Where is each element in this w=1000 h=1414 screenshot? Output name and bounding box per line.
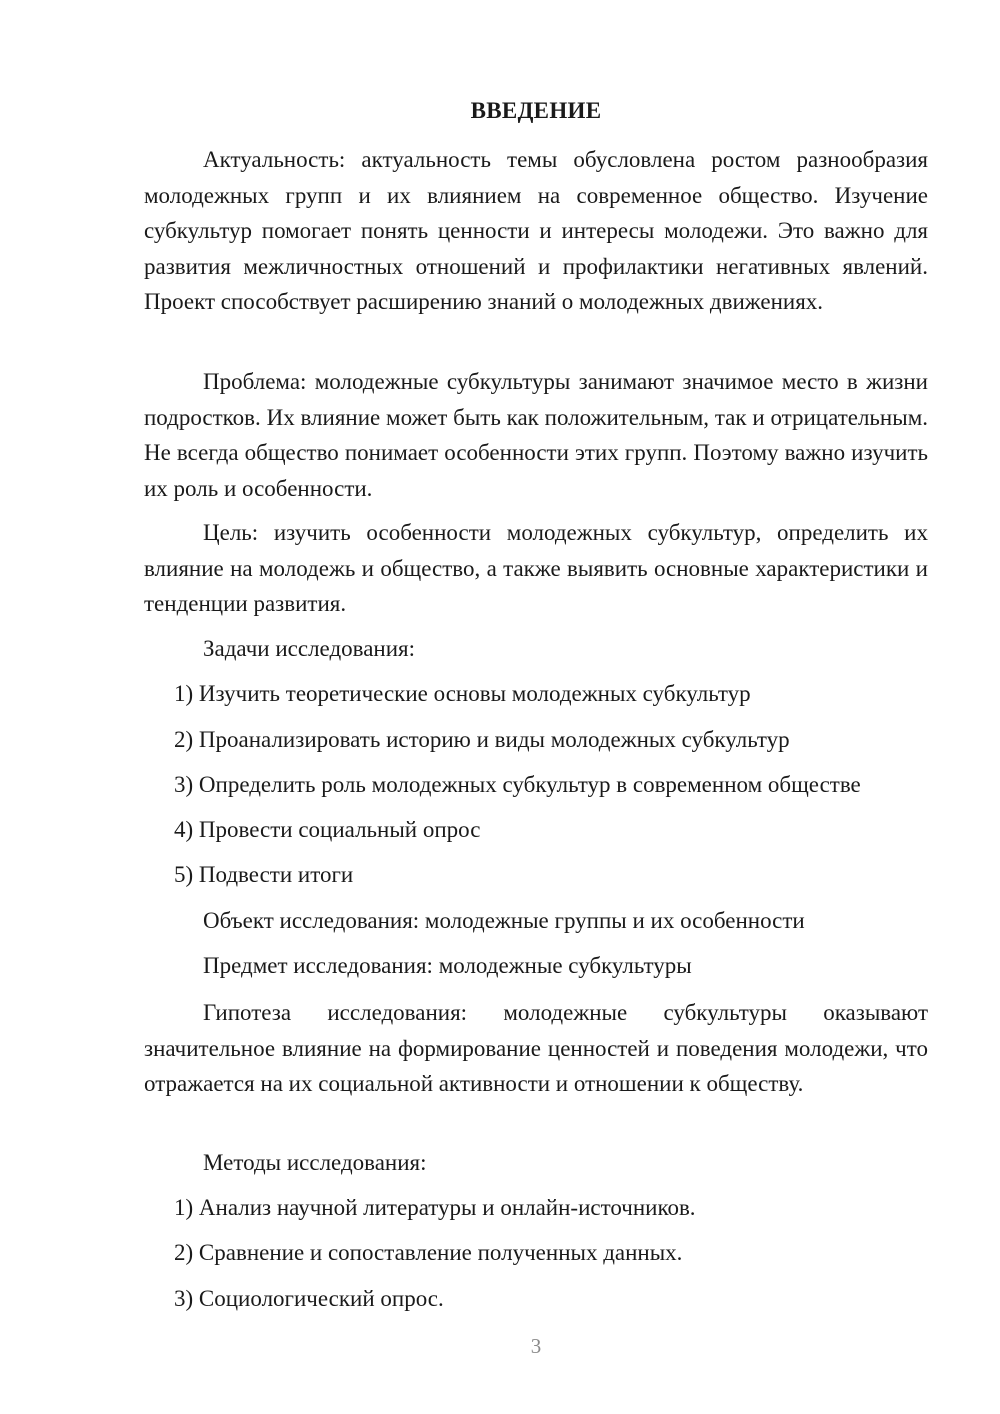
method-item: 2) Сравнение и сопоставление полученных данных. — [174, 1240, 683, 1265]
research-subject: Предмет исследования: молодежные субкультуры — [203, 953, 692, 978]
methods-heading: Методы исследования: — [203, 1150, 427, 1175]
task-item: 5) Подвести итоги — [174, 862, 354, 887]
hypothesis-paragraph: Гипотеза исследования: молодежные субкультуры оказывают значительное влияние на формирование ценностей и поведения молодежи, что отражается на их социальной активности и отношении к обществу. — [144, 1000, 928, 1096]
method-item: 3) Социологический опрос. — [174, 1286, 444, 1311]
actuality-paragraph: Актуальность: актуальность темы обусловлена ростом разнообразия молодежных групп и их влиянием на современное общество. Изучение субкультур помогает понять ценности и интересы молодежи. Это важно для развития межличностных отношений и профилактики негативных явлений. Проект способствует расширению знаний о молодежных движениях. — [144, 147, 928, 314]
page-title: ВВЕДЕНИЕ — [470, 98, 602, 123]
research-object: Объект исследования: молодежные группы и их особенности — [203, 908, 805, 933]
task-item: 4) Провести социальный опрос — [174, 817, 481, 842]
goal-paragraph: Цель: изучить особенности молодежных субкультур, определить их влияние на молодежь и общество, а также выявить основные характеристики и тенденции развития. — [144, 520, 928, 616]
page-number: 3 — [530, 1334, 542, 1358]
task-item: 1) Изучить теоретические основы молодежных субкультур — [174, 681, 751, 706]
task-item: 3) Определить роль молодежных субкультур в современном обществе — [174, 772, 861, 797]
problem-paragraph: Проблема: молодежные субкультуры занимают значимое место в жизни подростков. Их влияние может быть как положительным, так и отрицательным. Не всегда общество понимает особенности этих групп. Поэтому важно изучить их роль и особенности. — [144, 369, 928, 501]
task-item: 2) Проанализировать историю и виды молодежных субкультур — [174, 727, 790, 752]
tasks-heading: Задачи исследования: — [203, 636, 416, 661]
method-item: 1) Анализ научной литературы и онлайн-источников. — [174, 1195, 696, 1220]
